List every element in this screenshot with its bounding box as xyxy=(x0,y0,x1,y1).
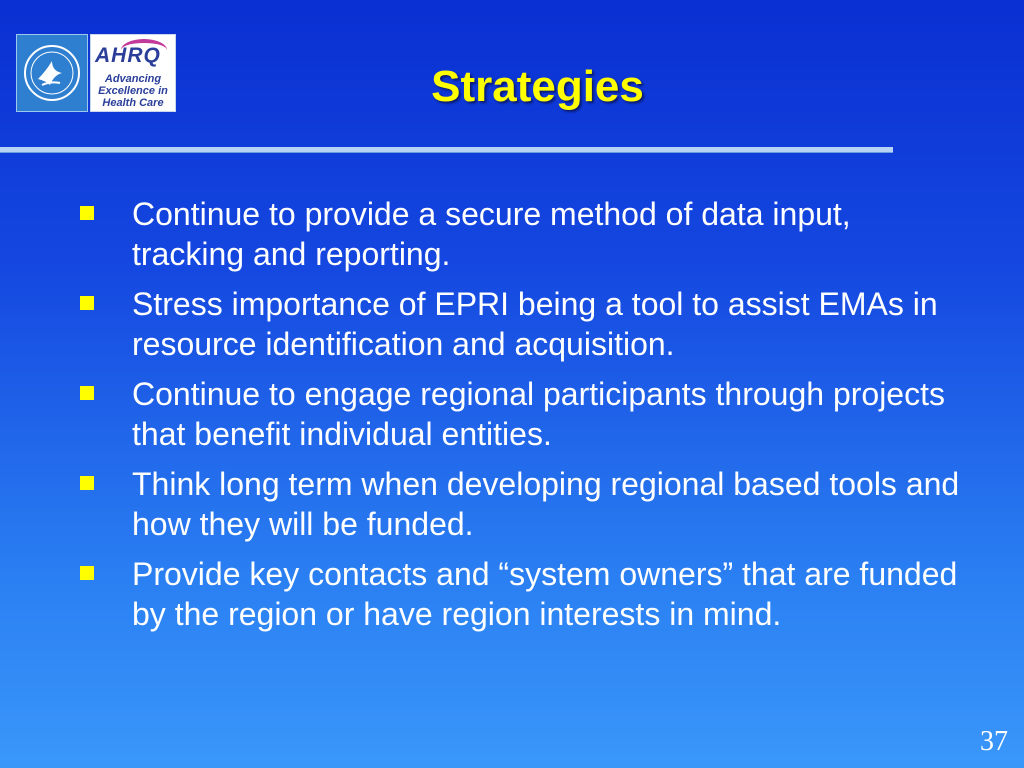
bullet-item xyxy=(80,374,960,454)
ahrq-tagline-line: Excellence in xyxy=(98,85,168,97)
square-bullet-icon xyxy=(80,296,94,310)
square-bullet-icon xyxy=(80,476,94,490)
bullet-item xyxy=(80,284,960,364)
bullet-item xyxy=(80,554,960,634)
slide-title: Strategies xyxy=(431,62,644,111)
bullet-text: Continue to provide a secure method of data input, tracking and reporting. xyxy=(132,196,851,272)
ahrq-wordmark: AHRQ xyxy=(95,44,161,67)
title-divider xyxy=(0,147,893,152)
bullet-list xyxy=(80,194,960,644)
square-bullet-icon xyxy=(80,566,94,580)
ahrq-tagline-line: Advancing xyxy=(104,73,162,85)
bullet-item xyxy=(80,464,960,544)
bullet-item xyxy=(80,194,960,274)
square-bullet-icon xyxy=(80,386,94,400)
bullet-text: Stress importance of EPRI being a tool to assist EMAs in resource identification and acquisition. xyxy=(132,286,938,362)
ahrq-tagline-line: Health Care xyxy=(102,97,164,109)
bullet-text: Continue to engage regional participants through projects that benefit individual entities. xyxy=(132,376,945,452)
square-bullet-icon xyxy=(80,206,94,220)
bullet-text: Provide key contacts and “system owners” that are funded by the region or have region interests in mind. xyxy=(132,556,958,632)
bullet-text: Think long term when developing regional based tools and how they will be funded. xyxy=(132,466,960,542)
page-number: 37 xyxy=(980,726,1008,757)
